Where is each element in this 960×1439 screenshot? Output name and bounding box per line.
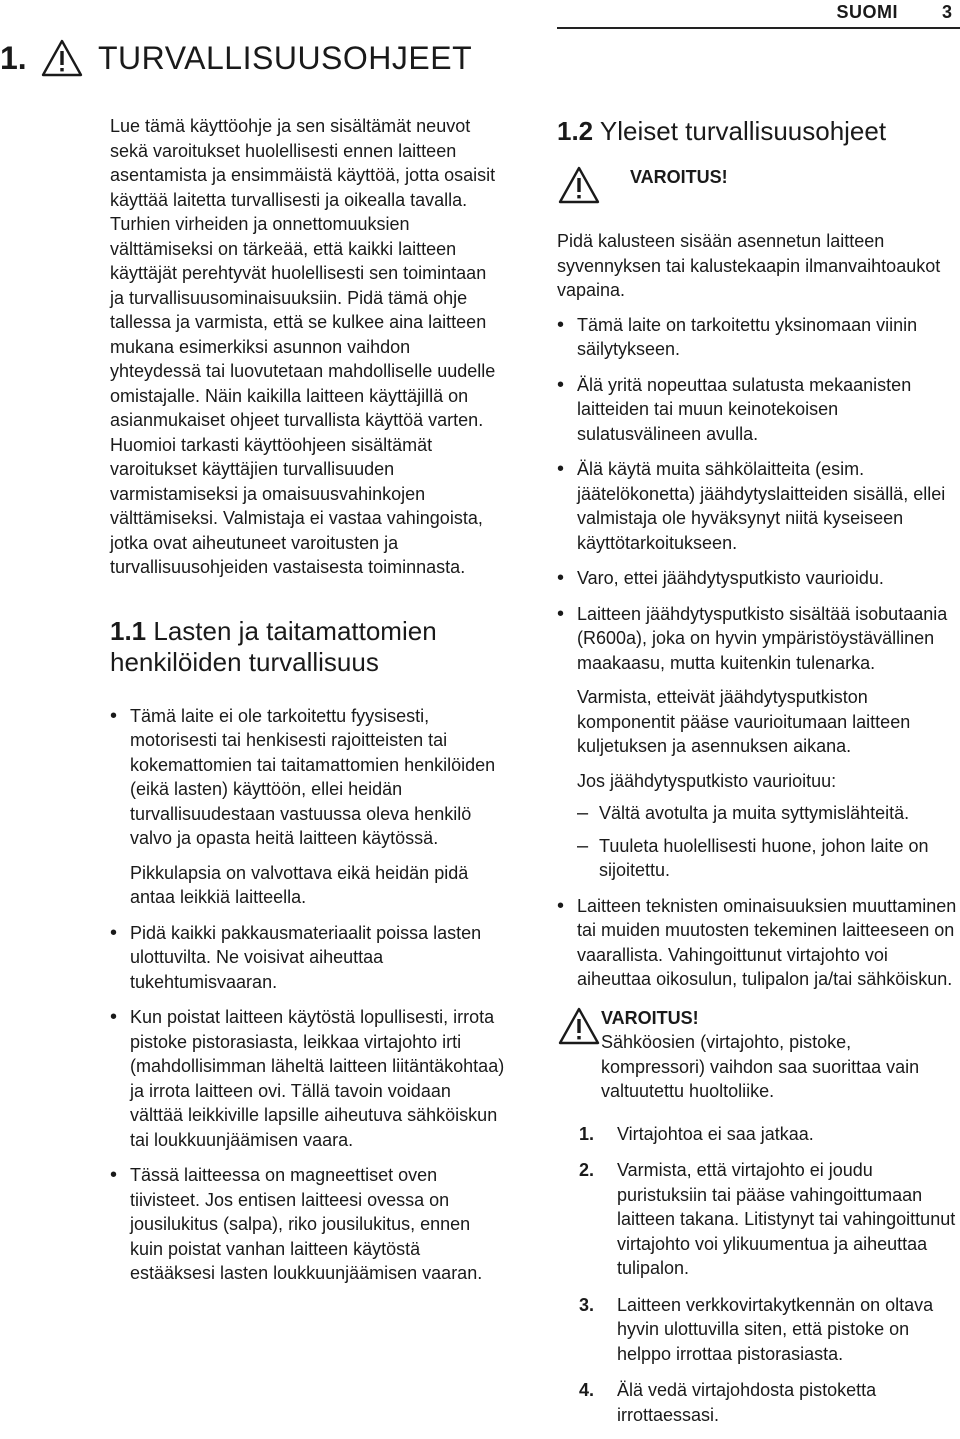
step-number: 2. xyxy=(579,1160,595,1180)
left-column xyxy=(110,114,505,1297)
page-number: 3 xyxy=(941,2,952,22)
step-text: Varmista, että virtajohto ei joudu puristuksiin tai pääse vahingoittumaan laitteen takana. Litistynyt tai vahingoittunut virtajohto voi ylikuumentua ja aiheuttaa tulipalon. xyxy=(617,1160,956,1278)
right-column xyxy=(557,114,957,1439)
list-item-text: • Älä käytä muita sähkölaitteita (esim. jäätelökonetta) jäähdytyslaitteiden sisällä, ellei valmistaja ole hyväksynyt niitä kyseiseen käyttötarkoitukseen. xyxy=(577,459,946,553)
list-item xyxy=(557,457,957,555)
list-item-text: • Varo, ettei jäähdytysputkisto vaurioidu. xyxy=(577,568,884,588)
step-number: 1. xyxy=(579,1123,595,1144)
warning-text: Sähköosien (virtajohto, pistoke, kompressori) vaihdon saa suorittaa vain valtuutettu huoltoliike. xyxy=(601,1032,920,1101)
dash-item: – Tuuleta huolellisesti huone, johon laite on sijoitettu. xyxy=(577,834,957,883)
list-item-text: • Tässä laitteessa on magneettiset oven tiivisteet. Jos entisen laitteesi ovessa on jousilukitus (salpa), riko jousilukitus, ennen kuin poistat vanhan laitteen käytöstä estääksesi lasten loukkuunjäämisen vaaran. xyxy=(130,1165,483,1283)
step-item xyxy=(579,1293,957,1367)
list-item-text: • Kun poistat laitteen käytöstä lopullisesti, irrota pistoke pistorasiasta, leikkaa virtajohto irti (mahdollisimman läheltä laitteen liitäntäkohtaa) ja irrota laitteen ovi. Tällä tavoin voidaan välttää leikkiville lapsille aiheutuva sähköiskun tai loukkuunjäämisen vaara. xyxy=(130,1007,505,1150)
list-item-note: Varmista, etteivät jäähdytysputkiston komponentit pääse vaurioitumaan laitteen kuljetuksen ja asennuksen aikana. xyxy=(577,687,911,756)
step-item xyxy=(579,1378,957,1427)
list-item-text: • Pidä kaikki pakkausmateriaalit poissa lasten ulottuvilta. Ne voisivat aiheuttaa tukehtumisvaaran. xyxy=(130,922,482,992)
list-item xyxy=(557,373,957,447)
list-item xyxy=(557,313,957,362)
warning-box xyxy=(557,165,957,205)
page-header xyxy=(0,0,960,30)
warning-box xyxy=(557,1006,957,1104)
list-item-text: • Älä yritä nopeuttaa sulatusta mekaanisten laitteiden tai muun keinotekoisen sulatusvälineen avulla. xyxy=(577,374,912,444)
step-item xyxy=(579,1158,957,1281)
section-1-1-number: 1.1 xyxy=(110,615,147,646)
list-item-text: • Laitteen jäähdytysputkisto sisältää isobutaania (R600a), joka on hyvin ympäristöystävällinen maakaasu, mutta kuitenkin tulenarka. xyxy=(577,603,948,673)
section-1-1-list xyxy=(110,704,505,1286)
section-1-1-title: Lasten ja taitamattomien henkilöiden turvallisuus xyxy=(110,615,437,677)
section-1-2-heading xyxy=(557,116,957,147)
step-text: Virtajohtoa ei saa jatkaa. xyxy=(617,1123,814,1144)
header-rule xyxy=(557,27,960,29)
step-number: 4. xyxy=(579,1380,595,1400)
step-text: Älä vedä virtajohdosta pistoketta irrottaessasi. xyxy=(617,1380,877,1425)
list-item xyxy=(557,602,957,883)
warning-label: VAROITUS! xyxy=(630,167,728,187)
list-item-note: Jos jäähdytysputkisto vaurioituu: xyxy=(577,770,837,791)
warning-triangle-icon xyxy=(557,165,630,205)
section-1-1-heading xyxy=(110,616,505,678)
section-1-2-list xyxy=(557,313,957,992)
step-item xyxy=(579,1122,957,1147)
chapter-heading xyxy=(0,38,472,78)
list-item xyxy=(110,1163,505,1286)
list-item xyxy=(110,921,505,995)
section-1-2-number: 1.2 xyxy=(557,116,594,146)
dash-list xyxy=(577,801,957,883)
list-item-note: Pikkulapsia on valvottava eikä heidän pidä antaa leikkiä laitteella. xyxy=(130,862,469,907)
intro-paragraph: Lue tämä käyttöohje ja sen sisältämät neuvot sekä varoitukset huolellisesti ennen laitteen asentamista ja ensimmäistä käyttöä, jotta osaisit käyttää laitetta turvallisesti ja oikealla tavalla. Turhien virheiden ja onnettomuuksien välttämiseksi on tärkeää, että kaikki laitteen käyttäjät perehtyvät huolellisesti sen toimintaan ja turvallisuusominaisuuksiin. Pidä tämä ohje tallessa ja varmista, että se kulkee aina laitteen mukana esimerkiksi asunnon vaihdon yhteydessä tai luovutetaan mahdolliselle uudelle omistajalle. Näin kaikilla laitteen käyttäjillä on asianmukaiset ohjeet turvallista käyttöä varten. Huomioi tarkasti käyttöohjeen sisältämät varoitukset käyttäjien turvallisuuden varmistamiseksi ja omaisuusvahinkojen välttämiseksi. Valmistaja ei vastaa vahingoista, jotka ovat aiheutuneet varoitusten ja turvallisuusohjeiden vastaisesta toiminnasta. xyxy=(110,116,496,577)
list-item-text: • Laitteen teknisten ominaisuuksien muuttaminen tai muiden muutosten tekeminen laitteeseen on vaarallista. Vahingoittunut virtajohto voi aiheuttaa oikosulun, tulipalon ja/tai sähköiskun. xyxy=(577,895,957,989)
warning-triangle-icon xyxy=(557,1006,601,1046)
chapter-title: TURVALLISUUSOHJEET xyxy=(98,39,473,76)
warning-text: Pidä kalusteen sisään asennetun laitteen syvennyksen tai kalustekaapin ilmanvaihtoaukot vapaina. xyxy=(557,231,941,300)
chapter-number: 1. xyxy=(0,39,27,76)
language-label: SUOMI xyxy=(836,2,898,22)
list-item xyxy=(110,704,505,910)
list-item xyxy=(557,894,957,992)
steps-list xyxy=(557,1122,957,1428)
warning-label: VAROITUS! xyxy=(601,1007,699,1028)
warning-triangle-icon xyxy=(40,38,84,78)
list-item xyxy=(110,1005,505,1152)
section-1-2-title: Yleiset turvallisuusohjeet xyxy=(599,116,887,146)
dash-item: – Vältä avotulta ja muita syttymislähteitä. xyxy=(577,801,957,826)
list-item xyxy=(557,566,957,591)
list-item-text: • Tämä laite on tarkoitettu yksinomaan viinin säilytykseen. xyxy=(577,314,918,359)
step-text: Laitteen verkkovirtakytkennän on oltava hyvin ulottuvilla siten, että pistoke on helppo irrottaa pistorasiasta. xyxy=(617,1294,934,1364)
step-number: 3. xyxy=(579,1294,595,1315)
list-item-text: • Tämä laite ei ole tarkoitettu fyysisesti, motorisesti tai henkisesti rajoitteisten tai kokemattomien tai taitamattomien henkilöiden (eikä lasten) käyttöön, ellei heidän turvallisuudestaan vastuussa oleva henkilö valvo ja opasta heitä laitteen käytössä. xyxy=(130,705,496,848)
